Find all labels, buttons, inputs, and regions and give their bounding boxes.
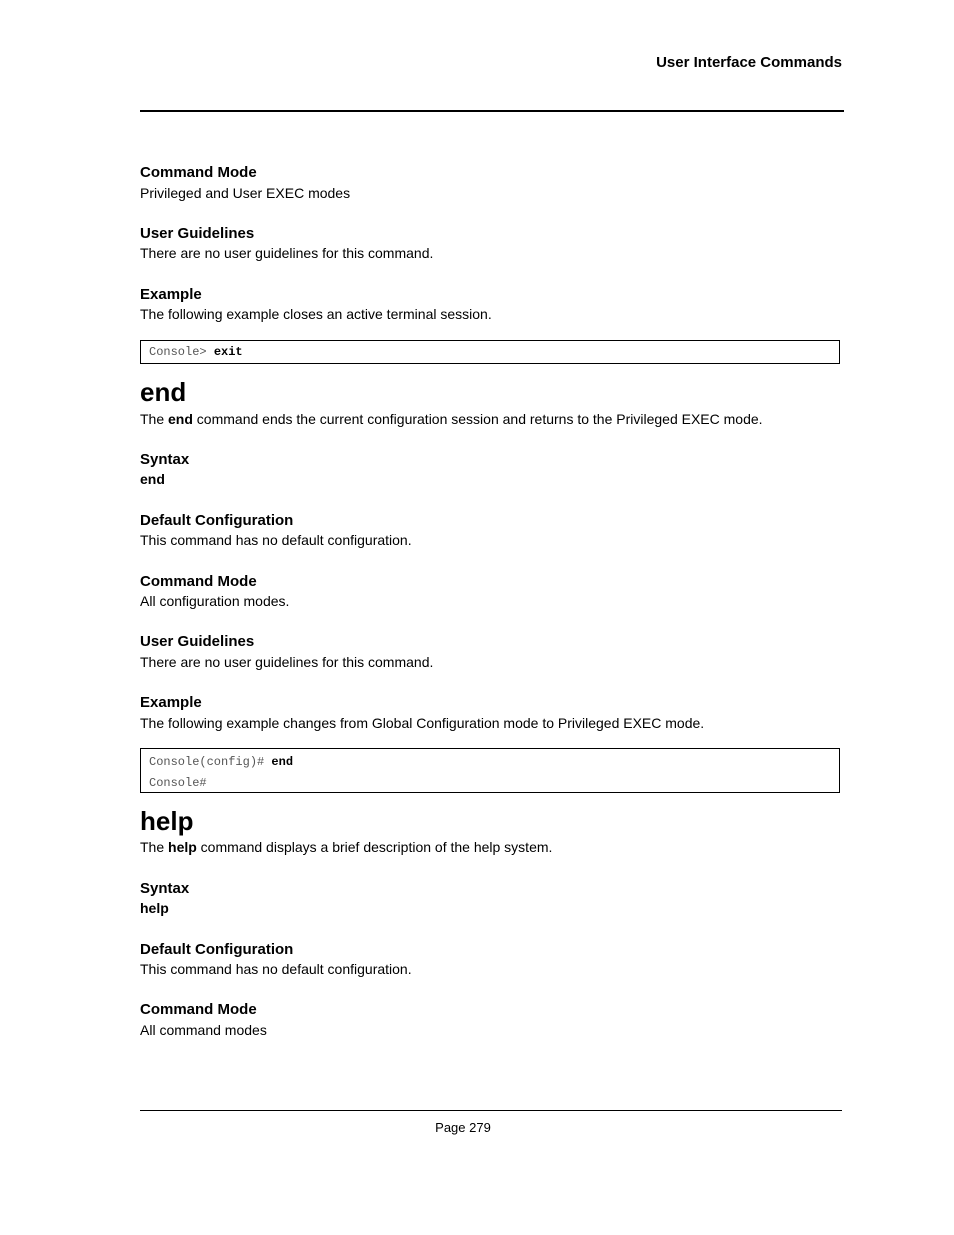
code-prompt: Console> xyxy=(149,345,214,359)
end-intro-post: command ends the current configuration session and returns to the Privileged EXEC mode. xyxy=(192,411,763,427)
end-command-mode-text: All configuration modes. xyxy=(140,593,290,609)
code-command: exit xyxy=(213,345,243,359)
code-line xyxy=(149,342,831,363)
exit-command-mode-heading: Command Mode xyxy=(140,164,257,181)
end-command-mode-heading: Command Mode xyxy=(140,573,257,590)
exit-example-text: The following example closes an active terminal session. xyxy=(140,306,492,322)
code-line xyxy=(149,773,831,794)
exit-user-guidelines-heading: User Guidelines xyxy=(140,225,255,242)
exit-example-code-block xyxy=(140,340,840,364)
help-command-mode-text: All command modes xyxy=(140,1022,267,1038)
end-user-guidelines-heading: User Guidelines xyxy=(140,633,255,650)
exit-example-heading: Example xyxy=(140,286,202,303)
help-intro-post: command displays a brief description of the help system. xyxy=(196,839,553,855)
help-intro-cmd: help xyxy=(168,839,197,855)
footer-divider xyxy=(140,1110,842,1111)
code-prompt: Console(config)# xyxy=(149,755,272,769)
end-example-code-block xyxy=(140,748,840,793)
end-default-config-text: This command has no default configuration. xyxy=(140,532,412,548)
end-intro-pre: The xyxy=(140,411,169,427)
end-example-heading: Example xyxy=(140,694,202,711)
help-section-title: help xyxy=(140,806,194,836)
help-default-config-text: This command has no default configuration. xyxy=(140,961,412,977)
help-default-config-heading: Default Configuration xyxy=(140,941,294,958)
page-header-title: User Interface Commands xyxy=(656,54,842,71)
help-command-mode-heading: Command Mode xyxy=(140,1001,257,1018)
code-command: end xyxy=(271,755,294,769)
code-line xyxy=(149,752,831,773)
help-intro-pre: The xyxy=(140,839,169,855)
code-prompt: Console# xyxy=(149,776,207,790)
page-number: Page 279 xyxy=(435,1120,491,1135)
end-syntax-heading: Syntax xyxy=(140,451,190,468)
end-default-config-heading: Default Configuration xyxy=(140,512,294,529)
header-divider xyxy=(140,110,844,112)
help-syntax-text: help xyxy=(140,900,169,916)
end-user-guidelines-text: There are no user guidelines for this command. xyxy=(140,654,434,670)
end-intro xyxy=(140,410,763,428)
end-intro-cmd: end xyxy=(168,411,193,427)
exit-command-mode-text: Privileged and User EXEC modes xyxy=(140,185,351,201)
end-example-text: The following example changes from Global Configuration mode to Privileged EXEC mode. xyxy=(140,715,705,731)
end-section-title: end xyxy=(140,377,187,407)
help-syntax-heading: Syntax xyxy=(140,880,190,897)
exit-user-guidelines-text: There are no user guidelines for this command. xyxy=(140,245,434,261)
help-intro xyxy=(140,838,552,856)
end-syntax-text: end xyxy=(140,471,165,487)
